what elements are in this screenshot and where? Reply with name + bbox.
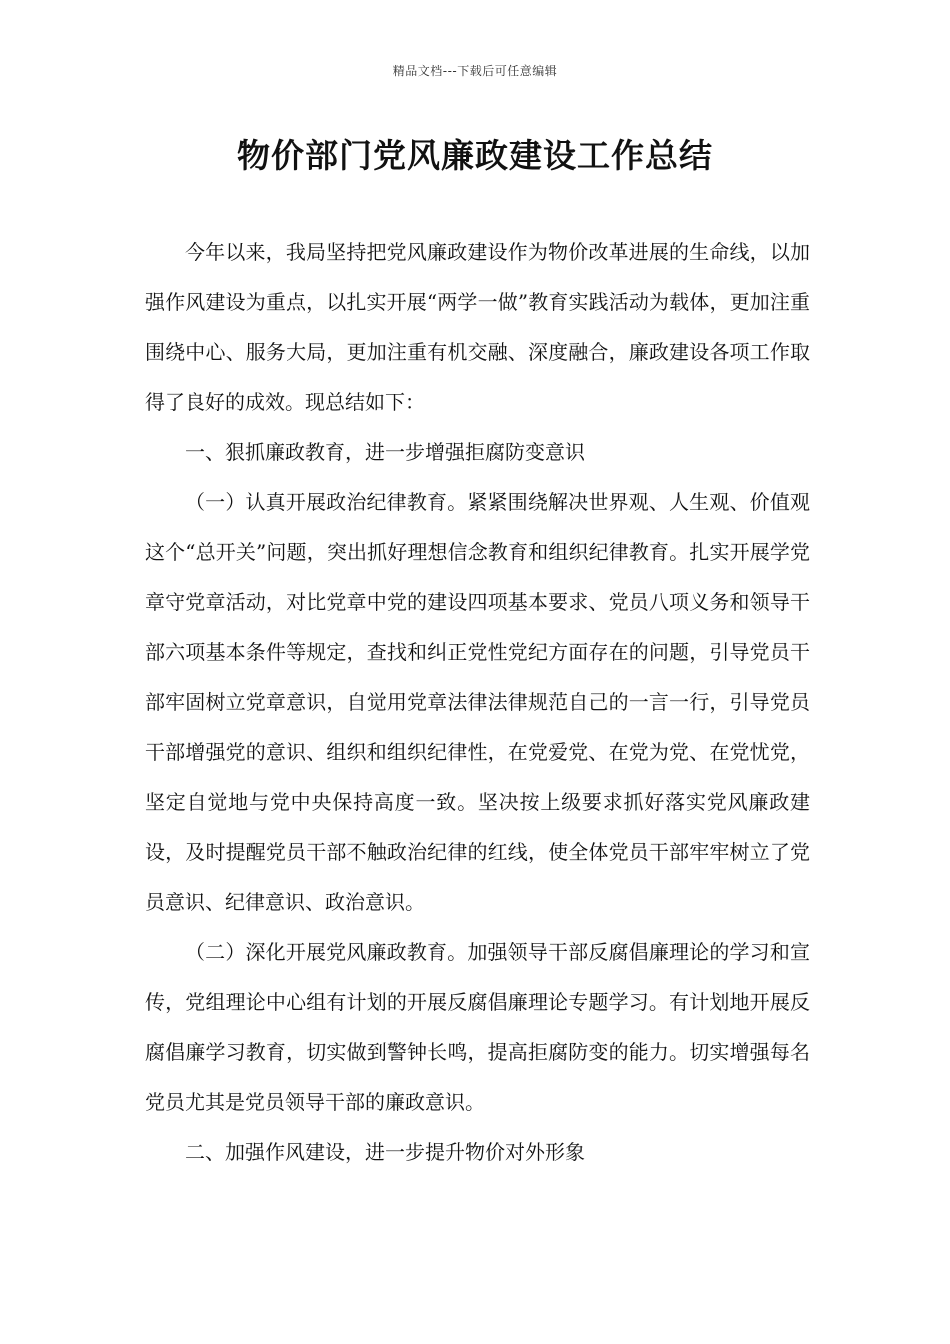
subsection-paragraph-1: （一）认真开展政治纪律教育。紧紧围绕解决世界观、人生观、价值观这个“总开关”问题，突出抓好理想信念教育和组织纪律教育。扎实开展学党章守党章活动，对比党章中党的建设四项基本要求、党员八项义务和领导干部六项基本条件等规定，查找和纠正党性党纪方面存在的问题，引导党员干部牢固树立党章意识，自觉用党章法律法律规范自己的一言一行，引导党员干部增强党的意识、组织和组织纪律性，在党爱党、在党为党、在党忧党，坚定自觉地与党中央保持高度一致。坚决按上级要求抓好落实党风廉政建设，及时提醒党员干部不触政治纪律的红线，使全体党员干部牢牢树立了党员意识、纪律意识、政治意识。 bbox=[145, 490, 810, 914]
subsection-paragraph-2: （二）深化开展党风廉政教育。加强领导干部反腐倡廉理论的学习和宣传，党组理论中心组有计划的开展反腐倡廉理论专题学习。有计划地开展反腐倡廉学习教育，切实做到警钟长鸣，提高拒腐防变的能力。切实增强每名党员尤其是党员领导干部的廉政意识。 bbox=[145, 940, 810, 1114]
document-body bbox=[145, 227, 810, 1177]
document-title: 物价部门党风廉政建设工作总结 bbox=[237, 136, 713, 175]
section-heading-1: 一、狠抓廉政教育，进一步增强拒腐防变意识 bbox=[185, 440, 585, 464]
header-note: 精品文档---下载后可任意编辑 bbox=[392, 64, 558, 78]
intro-paragraph: 今年以来，我局坚持把党风廉政建设作为物价改革进展的生命线，以加强作风建设为重点，以扎实开展“两学一做”教育实践活动为载体，更加注重围绕中心、服务大局，更加注重有机交融、深度融合，廉政建设各项工作取得了良好的成效。现总结如下： bbox=[145, 240, 810, 414]
section-heading-2: 二、加强作风建设，进一步提升物价对外形象 bbox=[185, 1140, 585, 1164]
